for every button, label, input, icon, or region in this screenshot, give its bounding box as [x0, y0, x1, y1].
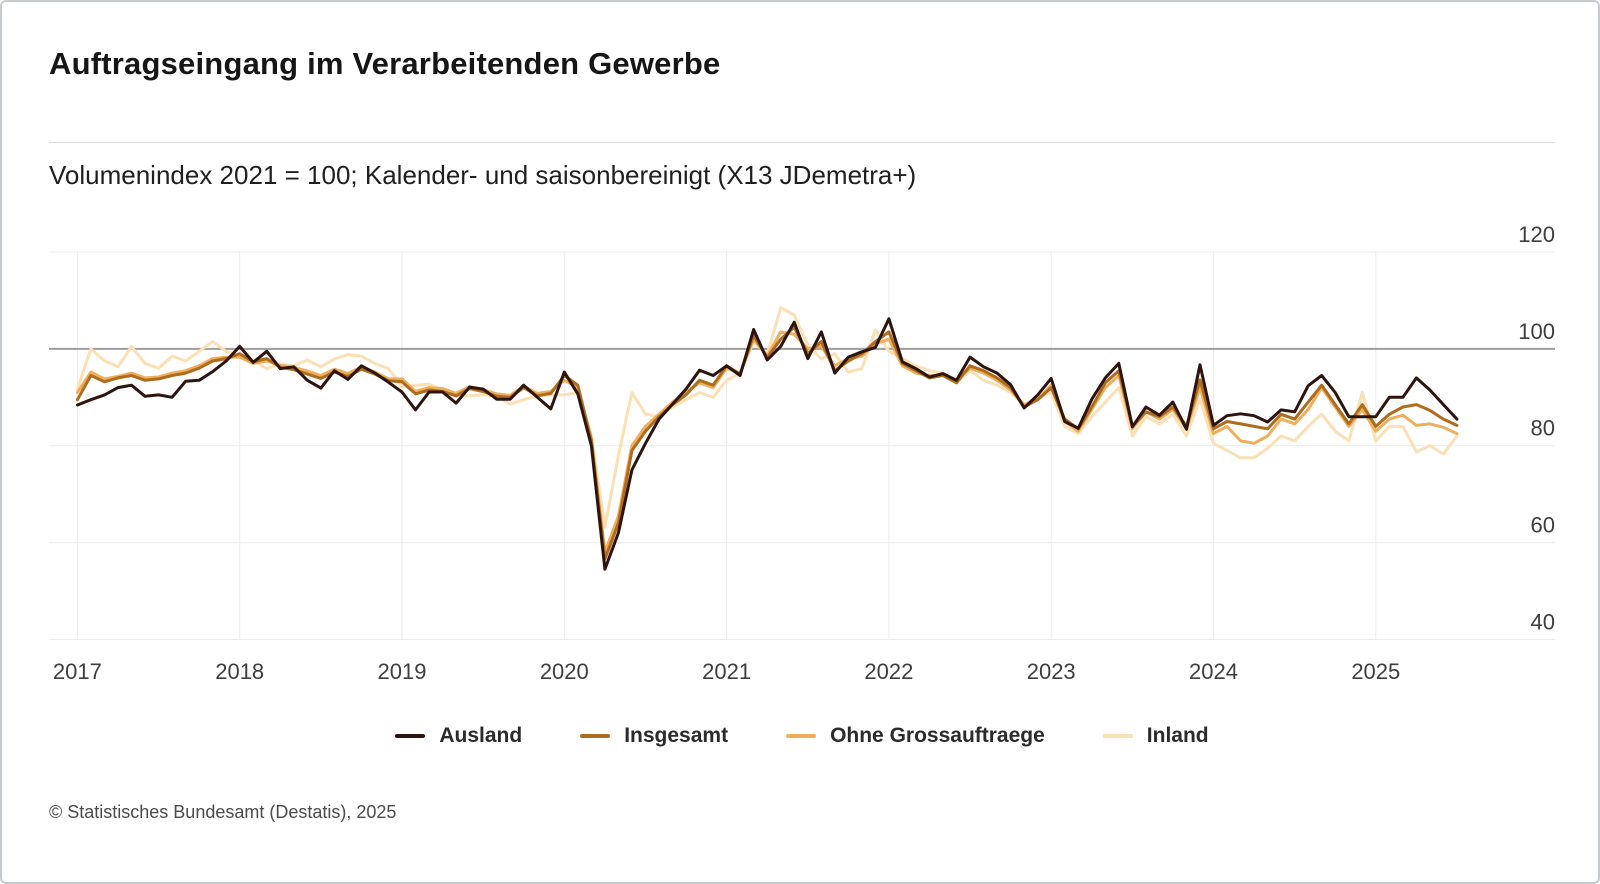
x-axis-label-2018: 2018 [215, 659, 265, 684]
chart-legend [2, 724, 1600, 748]
legend-label-ohne-grossauftraege: Ohne Grossauftraege [830, 724, 1045, 747]
legend-swatch-insgesamt [580, 734, 610, 738]
legend-item-inland[interactable] [1103, 724, 1209, 748]
legend-swatch-inland [1103, 734, 1133, 738]
legend-label-inland: Inland [1146, 724, 1209, 747]
y-axis-label-120: 120 [1518, 222, 1555, 247]
y-axis-label-40: 40 [1530, 609, 1555, 635]
x-axis-label-2022: 2022 [864, 659, 914, 684]
page-title: Auftragseingang im Verarbeitenden Gewerbe [49, 46, 721, 81]
legend-item-ohne-grossauftraege[interactable] [786, 724, 1045, 748]
x-axis-label-2021: 2021 [702, 659, 752, 684]
y-axis-label-80: 80 [1530, 415, 1555, 441]
series-line-inland [77, 308, 1457, 527]
y-axis-label-60: 60 [1530, 512, 1555, 538]
x-axis-label-2023: 2023 [1026, 659, 1076, 684]
series-line-ohne-grossauftraege [77, 332, 1457, 552]
x-axis-label-2024: 2024 [1189, 659, 1238, 684]
y-axis-label-100: 100 [1518, 318, 1555, 344]
x-axis-label-2017: 2017 [52, 659, 102, 684]
chart-canvas [2, 2, 1600, 884]
legend-label-ausland: Ausland [439, 724, 523, 747]
legend-item-insgesamt[interactable] [580, 724, 728, 748]
legend-swatch-ausland [395, 734, 425, 738]
x-axis-label-2025: 2025 [1351, 659, 1401, 684]
legend-item-ausland[interactable] [395, 724, 522, 748]
x-axis-label-2019: 2019 [377, 659, 427, 684]
legend-swatch-ohne-grossauftraege [786, 734, 816, 738]
footer-copyright: © Statistisches Bundesamt (Destatis), 2025 [49, 802, 397, 822]
chart-subtitle: Volumenindex 2021 = 100; Kalender- und saisonbereinigt (X13 JDemetra+) [49, 160, 917, 190]
x-axis-label-2020: 2020 [539, 659, 589, 684]
legend-label-insgesamt: Insgesamt [624, 724, 729, 747]
